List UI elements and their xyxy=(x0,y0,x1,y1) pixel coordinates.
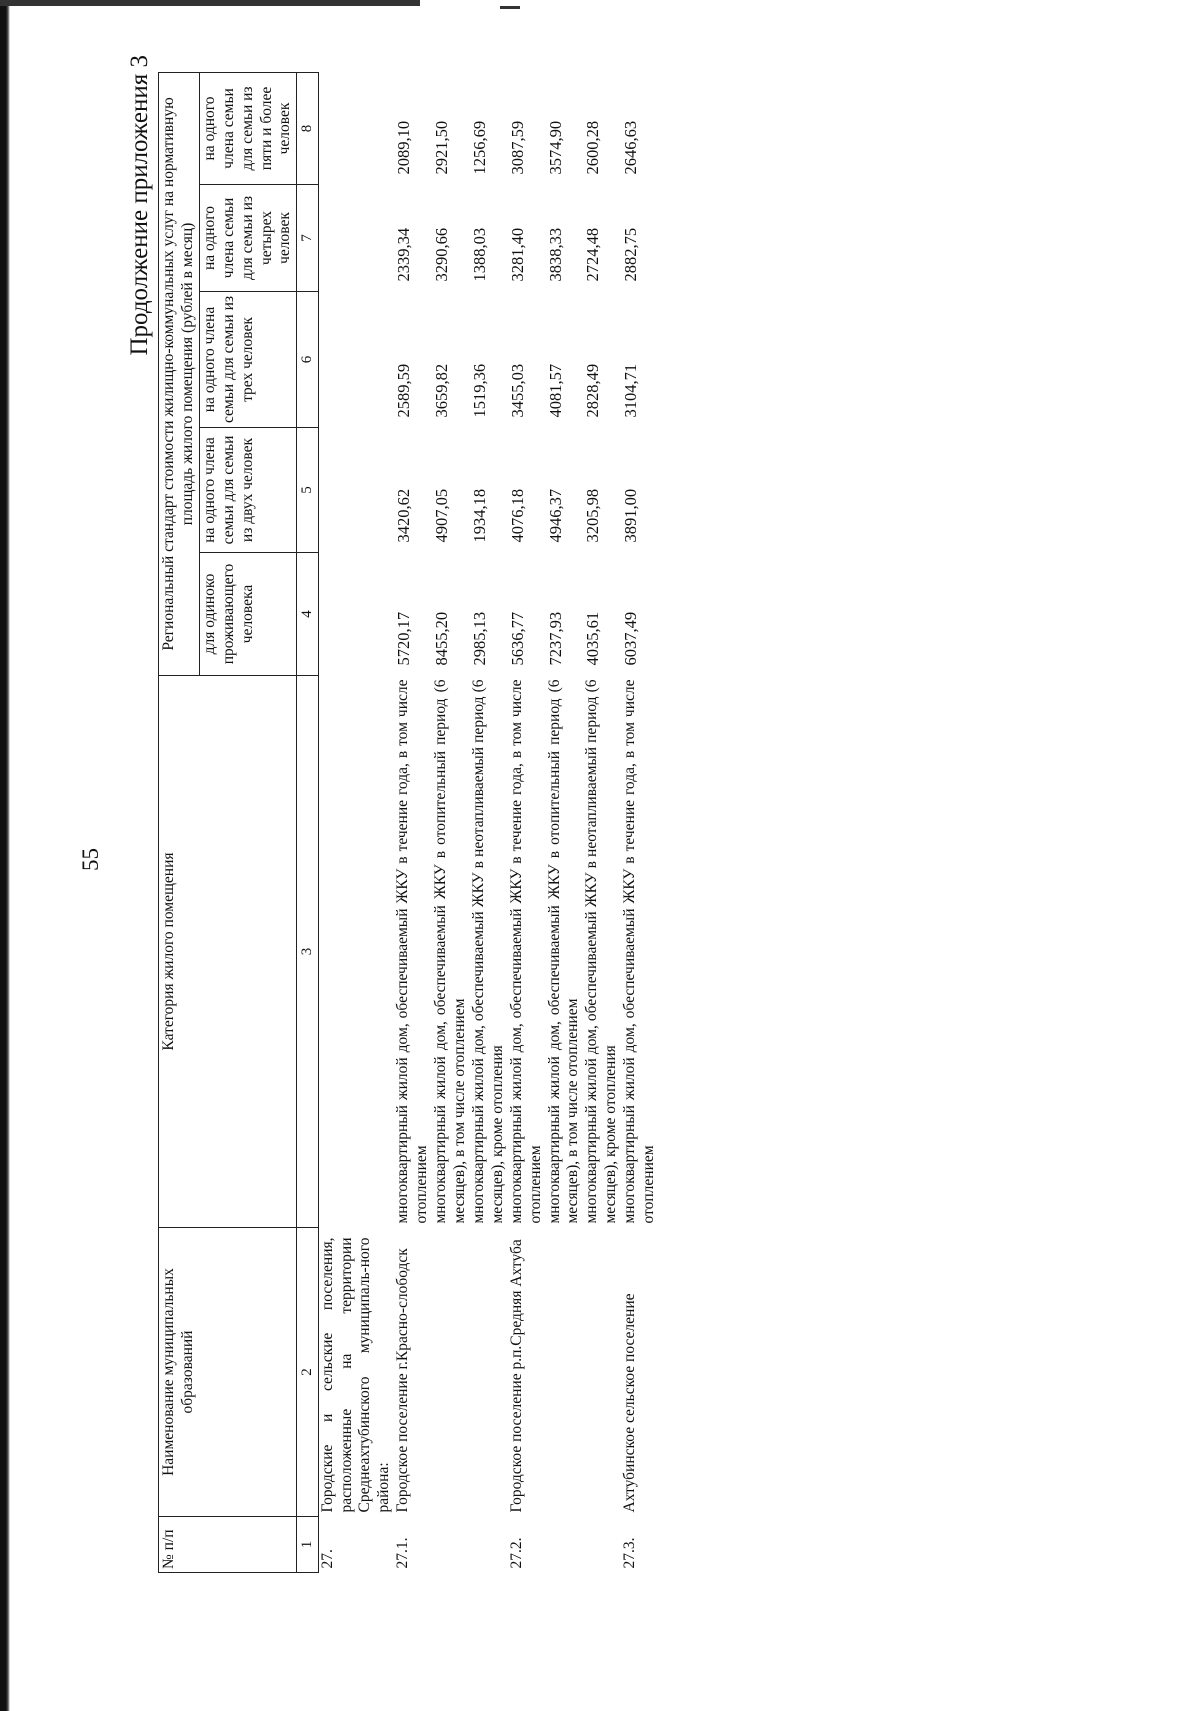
row-value: 2828,49 xyxy=(583,363,603,418)
table-row xyxy=(583,72,621,1572)
row-name xyxy=(546,1228,584,1517)
col-number: 8 xyxy=(297,72,318,184)
header-group-title: Региональный стандарт стоимости жилищно-коммунальных услуг на нормативную площадь жилого помещения (рублей в месяц) xyxy=(159,72,200,675)
row-name: Городское поселение г.Красно-слободск xyxy=(394,1248,412,1513)
row-value: 1256,69 xyxy=(469,120,489,175)
row-name xyxy=(583,1228,621,1517)
table-row xyxy=(432,72,470,1572)
row-value: 3104,71 xyxy=(621,363,641,418)
page-number: 55 xyxy=(78,848,103,871)
col-number: 7 xyxy=(297,185,318,292)
row-value: 4946,37 xyxy=(545,488,565,543)
row-value: 4076,18 xyxy=(507,488,527,543)
row-value: 3290,66 xyxy=(432,227,452,282)
row-value: 2600,28 xyxy=(583,120,603,175)
row-value: 4907,05 xyxy=(432,488,452,543)
row-num xyxy=(470,1517,508,1573)
row-name xyxy=(470,1228,508,1517)
row-category: многоквартирный жилой дом, обеспечиваемый ЖКУ в течение года, в том числе отоплением xyxy=(394,679,431,1224)
row-num xyxy=(583,1517,621,1573)
header-name: Наименование муниципальных образований xyxy=(159,1228,297,1517)
row-value: 4081,57 xyxy=(545,363,565,418)
table-row xyxy=(470,72,508,1572)
row-value: 7237,93 xyxy=(545,611,565,666)
group-name: Городские и сельские поселения, расположенные на территории Среднеахтубинского муниципаль-ного района: xyxy=(318,1237,393,1513)
table-row xyxy=(394,72,432,1572)
row-value: 2089,10 xyxy=(394,120,414,175)
table-row xyxy=(508,72,546,1572)
group-num: 27. xyxy=(318,1549,336,1569)
row-category: многоквартирный жилой дом, обеспечиваемый ЖКУ в отопительный период (6 месяцев), в том числе отоплением xyxy=(545,679,582,1224)
row-name: Городское поселение р.п.Средняя Ахтуба xyxy=(507,1239,525,1513)
col-number: 1 xyxy=(297,1517,318,1573)
col-number: 3 xyxy=(297,676,318,1228)
row-value: 1388,03 xyxy=(469,227,489,282)
row-value: 5636,77 xyxy=(507,611,527,666)
row-num: 27.2. xyxy=(507,1537,525,1569)
header-category: Категория жилого помещения xyxy=(159,676,297,1228)
row-num: 27.3. xyxy=(621,1537,639,1569)
header-col7: на одного члена семьи для семьи из четырех человек xyxy=(199,185,297,292)
appendix-title: Продолжение приложения 3 xyxy=(126,55,153,356)
row-value: 5720,17 xyxy=(394,611,414,666)
header-num: № п/п xyxy=(159,1517,297,1573)
row-value: 4035,61 xyxy=(583,611,603,666)
row-value: 2339,34 xyxy=(394,227,414,282)
row-value: 2882,75 xyxy=(621,227,641,282)
table-row xyxy=(546,72,584,1572)
col-number: 5 xyxy=(297,428,318,553)
row-value: 3420,62 xyxy=(394,488,414,543)
header-col5: на одного члена семьи для семьи из двух человек xyxy=(199,428,297,553)
row-name: Ахтубинское сельское поселение xyxy=(621,1293,639,1513)
row-category: многоквартирный жилой дом, обеспечиваемый ЖКУ в течение года, в том числе отоплением xyxy=(507,679,544,1224)
row-num xyxy=(432,1517,470,1573)
group-row xyxy=(318,72,394,1572)
housing-cost-table xyxy=(158,72,659,1573)
row-name xyxy=(432,1228,470,1517)
row-category: многоквартирный жилой дом, обеспечиваемый ЖКУ в течение года, в том числе отоплением xyxy=(621,679,658,1224)
row-value: 2724,48 xyxy=(583,227,603,282)
row-value: 2646,63 xyxy=(621,120,641,175)
header-col4: для одиноко проживающего человека xyxy=(199,553,297,676)
row-value: 8455,20 xyxy=(432,611,452,666)
header-col6: на одного члена семьи для семьи из трех человек xyxy=(199,292,297,428)
header-col8: на одного члена семьи для семьи из пяти и более человек xyxy=(199,72,297,184)
table-row xyxy=(621,72,659,1572)
row-category: многоквартирный жилой дом, обеспечиваемый ЖКУ в неотапливаемый период (6 месяцев), кроме отопления xyxy=(469,679,506,1224)
row-category: многоквартирный жилой дом, обеспечиваемый ЖКУ в отопительный период (6 месяцев), в том числе отоплением xyxy=(432,679,468,1224)
row-value: 1934,18 xyxy=(469,488,489,543)
row-category: многоквартирный жилой дом, обеспечиваемый ЖКУ в неотапливаемый период (6 месяцев), кроме отопления xyxy=(583,679,620,1224)
row-value: 3574,90 xyxy=(545,120,565,175)
row-num xyxy=(546,1517,584,1573)
row-value: 3455,03 xyxy=(507,363,527,418)
row-value: 3838,33 xyxy=(545,227,565,282)
col-number: 6 xyxy=(297,292,318,428)
row-value: 2985,13 xyxy=(469,611,489,666)
row-num: 27.1. xyxy=(394,1537,412,1569)
col-number: 2 xyxy=(297,1228,318,1517)
row-value: 3087,59 xyxy=(507,120,527,175)
row-value: 2921,50 xyxy=(432,120,452,175)
col-number: 4 xyxy=(297,553,318,676)
row-value: 3659,82 xyxy=(432,363,452,418)
row-value: 2589,59 xyxy=(394,363,414,418)
row-value: 3891,00 xyxy=(621,488,641,543)
row-value: 6037,49 xyxy=(621,611,641,666)
row-value: 1519,36 xyxy=(469,363,489,418)
row-value: 3281,40 xyxy=(507,227,527,282)
row-value: 3205,98 xyxy=(583,488,603,543)
